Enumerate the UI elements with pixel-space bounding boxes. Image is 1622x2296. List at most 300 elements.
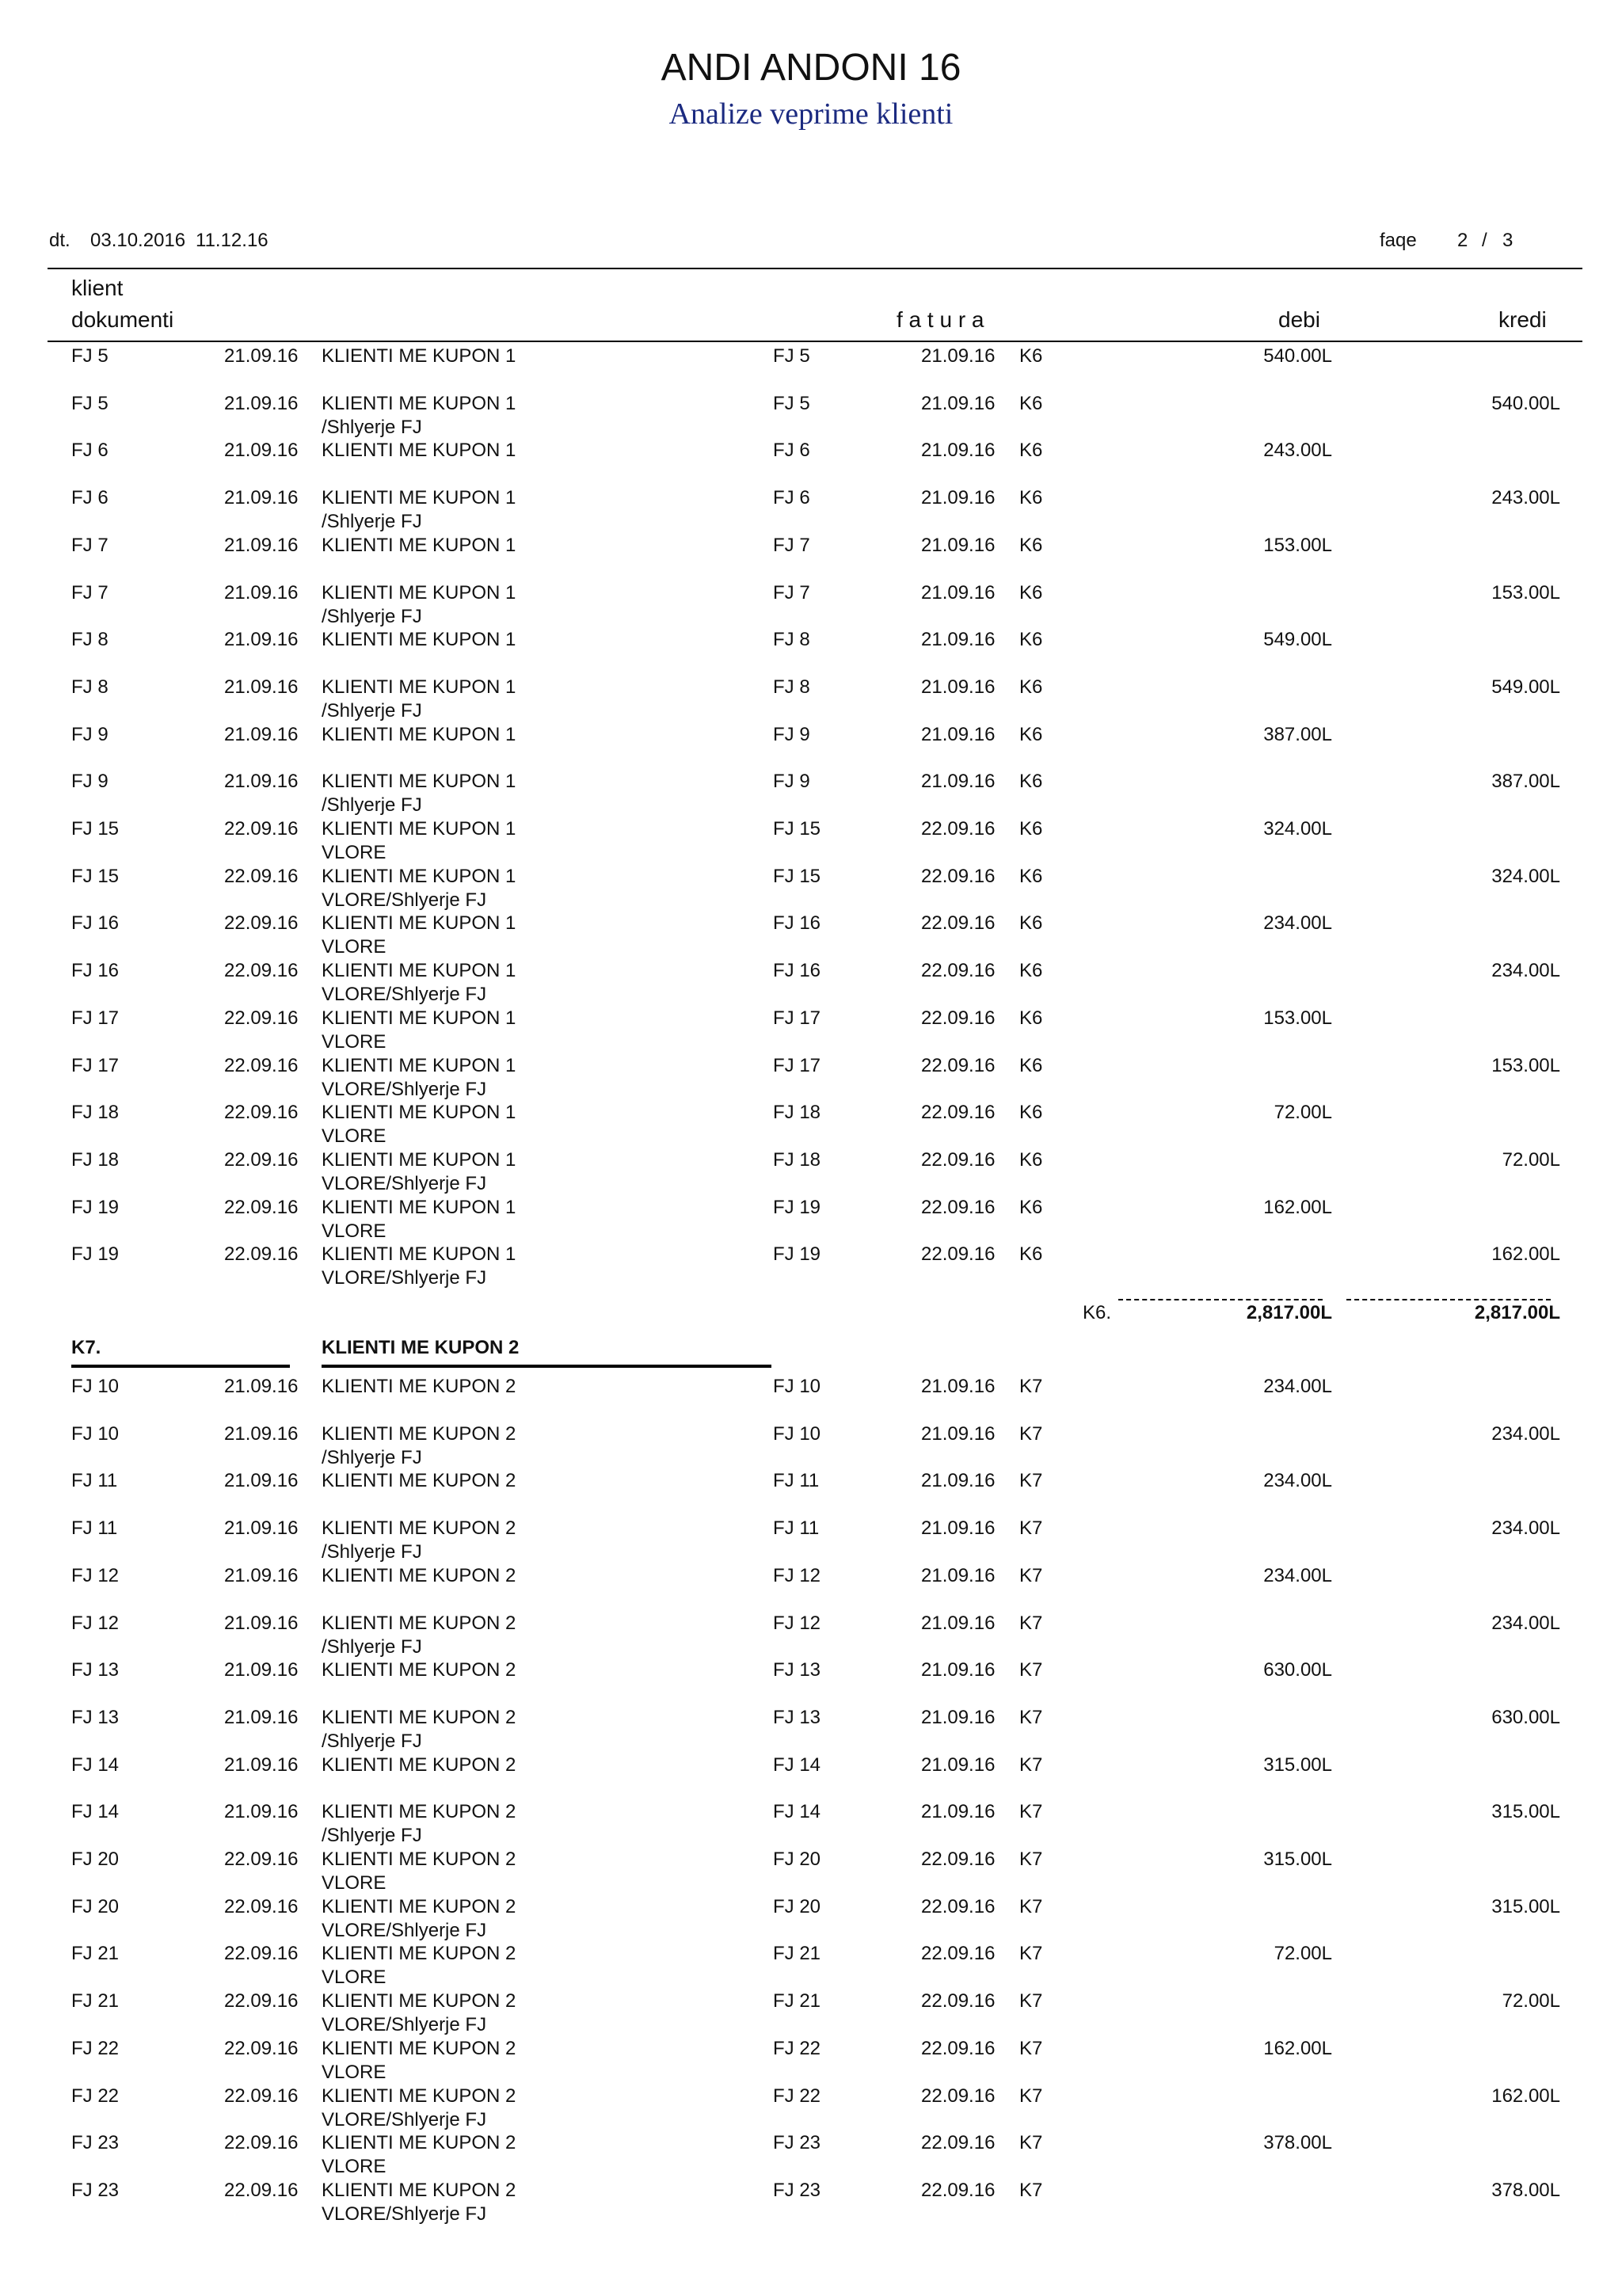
client-code: K6 [1019, 818, 1043, 840]
debit-amount: 630.00L [1263, 1659, 1332, 1681]
client-code: K6 [1019, 534, 1043, 556]
description-detail: /Shlyerje FJ [322, 605, 422, 627]
doc-number: FJ 5 [71, 392, 109, 414]
client-code: K6 [1019, 1007, 1043, 1029]
doc-date: 21.09.16 [224, 1612, 299, 1634]
description-detail: VLORE [322, 936, 386, 958]
invoice-date: 21.09.16 [921, 392, 996, 414]
description: KLIENTI ME KUPON 2 [322, 1659, 516, 1681]
invoice-date: 22.09.16 [921, 818, 996, 840]
header-top-rule [48, 268, 1582, 269]
invoice-date: 21.09.16 [921, 1706, 996, 1728]
report-title: ANDI ANDONI 16 [661, 47, 961, 89]
doc-number: FJ 12 [71, 1612, 120, 1634]
debit-amount: 72.00L [1274, 1102, 1332, 1124]
description: KLIENTI ME KUPON 1 [322, 771, 516, 793]
credit-amount: 315.00L [1491, 1801, 1560, 1823]
invoice-date: 22.09.16 [921, 2037, 996, 2059]
credit-amount: 72.00L [1502, 1148, 1560, 1171]
doc-date: 21.09.16 [224, 345, 299, 367]
invoice-number: FJ 19 [773, 1196, 821, 1218]
description: KLIENTI ME KUPON 2 [322, 1753, 516, 1776]
invoice-number: FJ 14 [773, 1753, 821, 1776]
invoice-date: 21.09.16 [921, 440, 996, 462]
doc-date: 22.09.16 [224, 960, 299, 982]
description: KLIENTI ME KUPON 2 [322, 2179, 516, 2201]
group-name: KLIENTI ME KUPON 2 [322, 1337, 520, 1358]
invoice-date: 21.09.16 [921, 1564, 996, 1586]
invoice-date: 22.09.16 [921, 1196, 996, 1218]
description-detail: VLORE/Shlyerje FJ [322, 889, 487, 911]
invoice-number: FJ 10 [773, 1376, 821, 1397]
description-detail: VLORE [322, 1872, 386, 1894]
doc-date: 21.09.16 [224, 581, 299, 604]
doc-number: FJ 11 [71, 1470, 118, 1492]
page-total: 3 [1502, 230, 1513, 251]
doc-date: 21.09.16 [224, 1564, 299, 1586]
description: KLIENTI ME KUPON 1 [322, 960, 516, 982]
group-code-underline [71, 1365, 290, 1368]
column-fatura: f a t u r a [897, 307, 984, 332]
invoice-number: FJ 9 [773, 771, 810, 793]
credit-amount: 387.00L [1491, 771, 1560, 793]
doc-date: 21.09.16 [224, 1659, 299, 1681]
doc-number: FJ 14 [71, 1753, 120, 1776]
description-detail: VLORE [322, 1220, 386, 1242]
credit-amount: 234.00L [1491, 1422, 1560, 1445]
invoice-number: FJ 22 [773, 2085, 821, 2107]
doc-date: 22.09.16 [224, 865, 299, 887]
description: KLIENTI ME KUPON 2 [322, 2085, 516, 2107]
doc-number: FJ 12 [71, 1564, 120, 1586]
client-code: K6 [1019, 723, 1043, 745]
description-detail: VLORE [322, 1030, 386, 1053]
debit-amount: 243.00L [1263, 440, 1332, 462]
invoice-date: 21.09.16 [921, 1659, 996, 1681]
doc-date: 22.09.16 [224, 1990, 299, 2012]
invoice-number: FJ 22 [773, 2037, 821, 2059]
client-code: K7 [1019, 1376, 1043, 1397]
doc-date: 22.09.16 [224, 2085, 299, 2107]
client-code: K7 [1019, 1659, 1043, 1681]
invoice-date: 21.09.16 [921, 581, 996, 604]
description: KLIENTI ME KUPON 1 [322, 629, 516, 651]
invoice-number: FJ 18 [773, 1102, 821, 1124]
doc-date: 22.09.16 [224, 2179, 299, 2201]
client-code: K6 [1019, 345, 1043, 367]
credit-amount: 162.00L [1491, 2085, 1560, 2107]
client-code: K6 [1019, 1102, 1043, 1124]
description-detail: /Shlyerje FJ [322, 1825, 422, 1847]
invoice-date: 21.09.16 [921, 1612, 996, 1634]
debit-amount: 162.00L [1263, 2037, 1332, 2059]
doc-date: 22.09.16 [224, 1243, 299, 1266]
description: KLIENTI ME KUPON 2 [322, 1801, 516, 1823]
client-code: K6 [1019, 912, 1043, 935]
client-code: K7 [1019, 1801, 1043, 1823]
description: KLIENTI ME KUPON 2 [322, 1422, 516, 1445]
description: KLIENTI ME KUPON 2 [322, 1564, 516, 1586]
description: KLIENTI ME KUPON 2 [322, 1376, 516, 1397]
invoice-number: FJ 19 [773, 1243, 821, 1266]
description: KLIENTI ME KUPON 1 [322, 581, 516, 604]
description: KLIENTI ME KUPON 1 [322, 1102, 516, 1124]
description-detail: VLORE/Shlyerje FJ [322, 2108, 487, 2130]
doc-number: FJ 23 [71, 2179, 120, 2201]
doc-number: FJ 21 [71, 1943, 120, 1965]
description-detail: /Shlyerje FJ [322, 1635, 422, 1658]
invoice-number: FJ 6 [773, 487, 810, 509]
subtotal-label: K6. [1083, 1302, 1112, 1323]
description: KLIENTI ME KUPON 2 [322, 2037, 516, 2059]
invoice-number: FJ 8 [773, 629, 810, 651]
invoice-number: FJ 13 [773, 1659, 821, 1681]
description-detail: VLORE [322, 1967, 386, 1989]
debit-amount: 162.00L [1263, 1196, 1332, 1218]
doc-number: FJ 18 [71, 1102, 120, 1124]
doc-number: FJ 10 [71, 1376, 120, 1397]
invoice-number: FJ 10 [773, 1422, 821, 1445]
doc-date: 21.09.16 [224, 1706, 299, 1728]
client-code: K6 [1019, 487, 1043, 509]
client-code: K6 [1019, 392, 1043, 414]
invoice-date: 21.09.16 [921, 723, 996, 745]
doc-date: 22.09.16 [224, 1102, 299, 1124]
description-detail: VLORE [322, 842, 386, 863]
doc-date: 21.09.16 [224, 1801, 299, 1823]
client-code: K6 [1019, 581, 1043, 604]
client-code: K7 [1019, 2037, 1043, 2059]
client-code: K7 [1019, 1517, 1043, 1540]
date-from: 03.10.2016 [90, 230, 186, 251]
invoice-date: 22.09.16 [921, 912, 996, 935]
client-code: K7 [1019, 1990, 1043, 2012]
doc-date: 21.09.16 [224, 629, 299, 651]
description: KLIENTI ME KUPON 2 [322, 1470, 516, 1492]
description: KLIENTI ME KUPON 2 [322, 1895, 516, 1917]
description: KLIENTI ME KUPON 1 [322, 392, 516, 414]
invoice-number: FJ 11 [773, 1517, 820, 1540]
client-code: K6 [1019, 1196, 1043, 1218]
invoice-number: FJ 7 [773, 581, 810, 604]
debit-amount: 234.00L [1263, 1376, 1332, 1397]
description-detail: VLORE [322, 1125, 386, 1148]
subtotal-credit: 2,817.00L [1474, 1302, 1560, 1323]
client-code: K6 [1019, 865, 1043, 887]
description-detail: VLORE/Shlyerje FJ [322, 1919, 487, 1941]
description: KLIENTI ME KUPON 2 [322, 1990, 516, 2012]
debit-amount: 153.00L [1263, 1007, 1332, 1029]
description-detail: /Shlyerje FJ [322, 511, 422, 533]
invoice-number: FJ 20 [773, 1849, 821, 1870]
description: KLIENTI ME KUPON 1 [322, 534, 516, 556]
doc-number: FJ 11 [71, 1517, 118, 1540]
description: KLIENTI ME KUPON 1 [322, 440, 516, 462]
client-code: K7 [1019, 1849, 1043, 1870]
invoice-date: 22.09.16 [921, 1895, 996, 1917]
invoice-number: FJ 15 [773, 865, 821, 887]
description-detail: /Shlyerje FJ [322, 1730, 422, 1752]
invoice-date: 22.09.16 [921, 2132, 996, 2154]
doc-number: FJ 15 [71, 818, 120, 840]
doc-date: 22.09.16 [224, 2132, 299, 2154]
invoice-date: 22.09.16 [921, 1054, 996, 1076]
doc-number: FJ 18 [71, 1148, 120, 1171]
doc-date: 21.09.16 [224, 723, 299, 745]
invoice-number: FJ 21 [773, 1990, 821, 2012]
doc-number: FJ 8 [71, 676, 109, 698]
description-detail: VLORE/Shlyerje FJ [322, 984, 487, 1006]
doc-number: FJ 16 [71, 912, 120, 935]
description: KLIENTI ME KUPON 1 [322, 723, 516, 745]
doc-number: FJ 7 [71, 534, 109, 556]
doc-date: 22.09.16 [224, 912, 299, 935]
description: KLIENTI ME KUPON 1 [322, 865, 516, 887]
doc-number: FJ 5 [71, 345, 109, 367]
client-code: K7 [1019, 1564, 1043, 1586]
invoice-date: 21.09.16 [921, 345, 996, 367]
description: KLIENTI ME KUPON 2 [322, 2132, 516, 2154]
credit-amount: 153.00L [1491, 1054, 1560, 1076]
description: KLIENTI ME KUPON 1 [322, 912, 516, 935]
description: KLIENTI ME KUPON 2 [322, 1849, 516, 1870]
description: KLIENTI ME KUPON 1 [322, 676, 516, 698]
client-code: K7 [1019, 2085, 1043, 2107]
invoice-number: FJ 5 [773, 392, 810, 414]
credit-amount: 234.00L [1491, 960, 1560, 982]
client-code: K6 [1019, 771, 1043, 793]
client-code: K6 [1019, 960, 1043, 982]
invoice-date: 21.09.16 [921, 1801, 996, 1823]
debit-amount: 378.00L [1263, 2132, 1332, 2154]
page-label: faqe [1380, 230, 1417, 251]
invoice-number: FJ 7 [773, 534, 810, 556]
debit-amount: 234.00L [1263, 1564, 1332, 1586]
invoice-date: 22.09.16 [921, 1243, 996, 1266]
credit-amount: 234.00L [1491, 1612, 1560, 1634]
description-detail: VLORE [322, 2156, 386, 2178]
doc-number: FJ 20 [71, 1849, 120, 1870]
doc-date: 21.09.16 [224, 534, 299, 556]
credit-amount: 540.00L [1491, 392, 1560, 414]
description-detail: VLORE/Shlyerje FJ [322, 1172, 487, 1194]
invoice-date: 21.09.16 [921, 1753, 996, 1776]
debit-amount: 324.00L [1263, 818, 1332, 840]
doc-date: 22.09.16 [224, 2037, 299, 2059]
credit-amount: 234.00L [1491, 1517, 1560, 1540]
date-to: 11.12.16 [196, 230, 268, 251]
description-detail: VLORE/Shlyerje FJ [322, 2203, 487, 2225]
invoice-date: 22.09.16 [921, 2179, 996, 2201]
description: KLIENTI ME KUPON 2 [322, 1943, 516, 1965]
invoice-date: 21.09.16 [921, 487, 996, 509]
doc-date: 21.09.16 [224, 1517, 299, 1540]
invoice-date: 22.09.16 [921, 865, 996, 887]
invoice-number: FJ 16 [773, 960, 821, 982]
invoice-number: FJ 11 [773, 1470, 820, 1492]
client-code: K6 [1019, 1054, 1043, 1076]
description-detail: /Shlyerje FJ [322, 794, 422, 817]
doc-number: FJ 7 [71, 581, 109, 604]
invoice-date: 22.09.16 [921, 1943, 996, 1965]
client-code: K7 [1019, 1895, 1043, 1917]
invoice-number: FJ 16 [773, 912, 821, 935]
header-bottom-rule [48, 341, 1582, 342]
description: KLIENTI ME KUPON 2 [322, 1612, 516, 1634]
invoice-number: FJ 15 [773, 818, 821, 840]
description: KLIENTI ME KUPON 2 [322, 1517, 516, 1540]
credit-amount: 243.00L [1491, 487, 1560, 509]
description: KLIENTI ME KUPON 1 [322, 345, 516, 367]
credit-amount: 378.00L [1491, 2179, 1560, 2201]
doc-date: 21.09.16 [224, 676, 299, 698]
debit-amount: 153.00L [1263, 534, 1332, 556]
description-detail: /Shlyerje FJ [322, 1541, 422, 1563]
doc-number: FJ 19 [71, 1196, 120, 1218]
doc-number: FJ 16 [71, 960, 120, 982]
description: KLIENTI ME KUPON 1 [322, 1007, 516, 1029]
invoice-number: FJ 14 [773, 1801, 821, 1823]
debit-amount: 234.00L [1263, 1470, 1332, 1492]
invoice-date: 21.09.16 [921, 771, 996, 793]
report-subtitle: Analize veprime klienti [668, 97, 954, 131]
client-code: K6 [1019, 1148, 1043, 1171]
doc-date: 22.09.16 [224, 1895, 299, 1917]
invoice-date: 21.09.16 [921, 534, 996, 556]
invoice-date: 22.09.16 [921, 960, 996, 982]
invoice-number: FJ 21 [773, 1943, 821, 1965]
doc-date: 21.09.16 [224, 1422, 299, 1445]
doc-number: FJ 14 [71, 1801, 120, 1823]
subtotal-debit: 2,817.00L [1246, 1302, 1332, 1323]
doc-number: FJ 10 [71, 1422, 120, 1445]
credit-amount: 153.00L [1491, 581, 1560, 604]
group-code: K7. [71, 1337, 101, 1358]
doc-date: 22.09.16 [224, 1196, 299, 1218]
description-detail: VLORE [322, 2061, 386, 2083]
invoice-date: 22.09.16 [921, 1849, 996, 1870]
description: KLIENTI ME KUPON 2 [322, 1706, 516, 1728]
column-debi: debi [1278, 307, 1320, 332]
credit-amount: 162.00L [1491, 1243, 1560, 1266]
description-detail: /Shlyerje FJ [322, 416, 422, 438]
doc-number: FJ 6 [71, 440, 109, 462]
doc-number: FJ 13 [71, 1659, 120, 1681]
invoice-date: 22.09.16 [921, 2085, 996, 2107]
client-code: K7 [1019, 1422, 1043, 1445]
client-code: K7 [1019, 1470, 1043, 1492]
doc-number: FJ 22 [71, 2037, 120, 2059]
description: KLIENTI ME KUPON 1 [322, 1243, 516, 1266]
description-detail: VLORE/Shlyerje FJ [322, 1267, 487, 1289]
invoice-date: 21.09.16 [921, 1470, 996, 1492]
invoice-number: FJ 23 [773, 2132, 821, 2154]
invoice-date: 21.09.16 [921, 676, 996, 698]
doc-date: 22.09.16 [224, 1007, 299, 1029]
client-code: K6 [1019, 1243, 1043, 1266]
doc-date: 21.09.16 [224, 1376, 299, 1397]
doc-number: FJ 22 [71, 2085, 120, 2107]
invoice-date: 21.09.16 [921, 1422, 996, 1445]
debit-amount: 540.00L [1263, 345, 1332, 367]
client-code: K7 [1019, 2132, 1043, 2154]
credit-amount: 549.00L [1491, 676, 1560, 698]
doc-date: 22.09.16 [224, 818, 299, 840]
doc-date: 21.09.16 [224, 392, 299, 414]
description-detail: /Shlyerje FJ [322, 699, 422, 722]
description: KLIENTI ME KUPON 1 [322, 1148, 516, 1171]
invoice-number: FJ 17 [773, 1054, 821, 1076]
invoice-number: FJ 6 [773, 440, 810, 462]
doc-number: FJ 9 [71, 723, 109, 745]
debit-amount: 234.00L [1263, 912, 1332, 935]
invoice-date: 22.09.16 [921, 1148, 996, 1171]
invoice-date: 21.09.16 [921, 1376, 996, 1397]
client-code: K7 [1019, 1943, 1043, 1965]
doc-date: 21.09.16 [224, 440, 299, 462]
credit-amount: 630.00L [1491, 1706, 1560, 1728]
doc-date: 21.09.16 [224, 487, 299, 509]
doc-date: 21.09.16 [224, 1753, 299, 1776]
doc-date: 22.09.16 [224, 1943, 299, 1965]
invoice-number: FJ 9 [773, 723, 810, 745]
doc-number: FJ 9 [71, 771, 109, 793]
credit-amount: 72.00L [1502, 1990, 1560, 2012]
doc-date: 21.09.16 [224, 1470, 299, 1492]
invoice-number: FJ 20 [773, 1895, 821, 1917]
invoice-number: FJ 12 [773, 1564, 821, 1586]
invoice-date: 21.09.16 [921, 629, 996, 651]
doc-number: FJ 20 [71, 1895, 120, 1917]
invoice-number: FJ 23 [773, 2179, 821, 2201]
description: KLIENTI ME KUPON 1 [322, 1196, 516, 1218]
invoice-date: 22.09.16 [921, 1102, 996, 1124]
description-detail: VLORE/Shlyerje FJ [322, 2014, 487, 2036]
invoice-number: FJ 18 [773, 1148, 821, 1171]
description: KLIENTI ME KUPON 1 [322, 487, 516, 509]
doc-date: 22.09.16 [224, 1054, 299, 1076]
doc-number: FJ 6 [71, 487, 109, 509]
doc-number: FJ 17 [71, 1007, 120, 1029]
debit-amount: 549.00L [1263, 629, 1332, 651]
debit-amount: 315.00L [1263, 1849, 1332, 1870]
doc-number: FJ 15 [71, 865, 120, 887]
invoice-number: FJ 12 [773, 1612, 821, 1634]
credit-amount: 315.00L [1491, 1895, 1560, 1917]
doc-number: FJ 8 [71, 629, 109, 651]
debit-amount: 315.00L [1263, 1753, 1332, 1776]
page-current: 2 [1457, 230, 1468, 251]
invoice-date: 22.09.16 [921, 1007, 996, 1029]
invoice-number: FJ 5 [773, 345, 810, 367]
subtotal-debit-dash [1118, 1299, 1323, 1300]
group-name-underline [322, 1365, 771, 1368]
doc-date: 22.09.16 [224, 1148, 299, 1171]
column-kredi: kredi [1498, 307, 1547, 332]
description: KLIENTI ME KUPON 1 [322, 818, 516, 840]
doc-number: FJ 21 [71, 1990, 120, 2012]
doc-number: FJ 19 [71, 1243, 120, 1266]
description-detail: VLORE/Shlyerje FJ [322, 1078, 487, 1100]
debit-amount: 387.00L [1263, 723, 1332, 745]
client-code: K7 [1019, 1612, 1043, 1634]
column-klient: klient [71, 276, 124, 300]
client-code: K7 [1019, 1706, 1043, 1728]
doc-number: FJ 17 [71, 1054, 120, 1076]
column-dokumenti: dokumenti [71, 307, 174, 332]
client-code: K7 [1019, 1753, 1043, 1776]
client-code: K6 [1019, 629, 1043, 651]
